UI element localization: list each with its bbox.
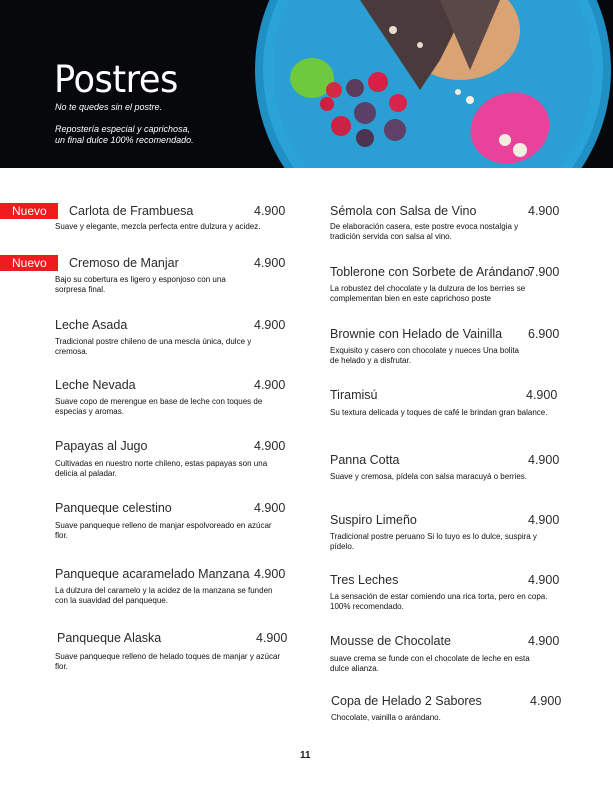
menu-item-description: Suave y elegante, mezcla perfecta entre dulzura y acidez. xyxy=(55,222,261,231)
menu-item-description: Suave copo de merengue en base de leche con toques de especias y aromas. xyxy=(55,397,263,416)
menu-item-description: Suave panqueque relleno de manjar espolvoreado en azúcar flor. xyxy=(55,521,272,540)
page-number: 11 xyxy=(300,750,311,761)
menu-item-price: 7.900 xyxy=(528,265,560,279)
menu-item-name: Tiramisú xyxy=(330,388,378,402)
menu-item-price: 4.900 xyxy=(254,439,286,453)
menu-item-name: Panqueque Alaska xyxy=(57,631,162,645)
header-description-2: un final dulce 100% recomendado. xyxy=(55,135,194,145)
menu-item-name: Suspiro Limeño xyxy=(330,513,417,527)
menu-item-name: Carlota de Frambuesa xyxy=(69,204,194,218)
menu-item-description: De elaboración casera, este postre evoca nostalgia y tradición servida con salsa al vino. xyxy=(330,222,519,241)
menu-item-description: Suave y cremosa, pídela con salsa maracuyá o berries. xyxy=(330,472,527,481)
header-description-1: Repostería especial y caprichosa, xyxy=(55,124,191,134)
menu-item-description: Bajo su cobertura es ligero y esponjoso con una sorpresa final. xyxy=(55,275,226,294)
menu-item-price: 4.900 xyxy=(528,453,560,467)
menu-item-name: Sémola con Salsa de Vino xyxy=(330,204,477,218)
menu-item-price: 4.900 xyxy=(254,501,286,515)
menu-item-description: Cultivadas en nuestro norte chileno, estas papayas son una delicia al paladar. xyxy=(55,459,268,478)
menu-item-name: Toblerone con Sorbete de Arándano xyxy=(330,265,531,279)
menu-item-name: Cremoso de Manjar xyxy=(69,256,179,270)
new-badge: Nuevo xyxy=(0,203,58,219)
menu-item-description: La sensación de estar comiendo una rica torta, pero en copa. 100% recomendado. xyxy=(330,592,548,611)
menu-item-description: Suave panqueque relleno de helado toques de manjar y azúcar flor. xyxy=(55,652,281,671)
menu-item-price: 4.900 xyxy=(256,631,288,645)
menu-item-description: Exquisito y casero con chocolate y nueces Una bolita de helado y a disfrutar. xyxy=(330,346,519,365)
menu-item-price: 4.900 xyxy=(530,694,562,708)
menu-item-price: 4.900 xyxy=(254,567,286,581)
menu-item-name: Tres Leches xyxy=(330,573,399,587)
menu-item-price: 4.900 xyxy=(254,318,286,332)
menu-item-name: Copa de Helado 2 Sabores xyxy=(331,694,482,708)
menu-item-price: 4.900 xyxy=(528,573,560,587)
menu-item-description: suave crema se funde con el chocolate de leche en esta dulce alianza. xyxy=(330,654,530,673)
menu-item-name: Leche Asada xyxy=(55,318,128,332)
menu-item-price: 4.900 xyxy=(254,204,286,218)
menu-item-name: Panqueque celestino xyxy=(55,501,172,515)
menu-item-description: Tradicional postre chileno de una mescla única, dulce y cremosa. xyxy=(55,337,252,356)
menu-item-description: Chocolate, vainilla o arándano. xyxy=(331,713,441,722)
menu-item-description: La dulzura del caramelo y la acidez de la manzana se funden con la suavidad del panqueque. xyxy=(55,586,273,605)
menu-item-description: Su textura delicada y toques de café le brindan gran balance. xyxy=(330,408,548,417)
menu-item-name: Brownie con Helado de Vainilla xyxy=(330,327,503,341)
menu-item-name: Papayas al Jugo xyxy=(55,439,148,453)
menu-item-name: Leche Nevada xyxy=(55,378,136,392)
new-badge: Nuevo xyxy=(0,255,58,271)
menu-item-price: 4.900 xyxy=(528,204,560,218)
menu-item-price: 6.900 xyxy=(528,327,560,341)
menu-item-name: Mousse de Chocolate xyxy=(330,634,451,648)
header-banner xyxy=(0,0,613,168)
menu-item-price: 4.900 xyxy=(254,256,286,270)
menu-item-description: La robustez del chocolate y la dulzura de los berries se complementan bien en este caprichoso poste xyxy=(330,284,526,303)
menu-item-price: 4.900 xyxy=(254,378,286,392)
page-title: Postres xyxy=(54,58,178,101)
menu-item-price: 4.900 xyxy=(528,634,560,648)
menu-item-name: Panqueque acaramelado Manzana xyxy=(55,567,250,581)
tagline: No te quedes sin el postre. xyxy=(55,102,163,112)
menu-item-price: 4.900 xyxy=(526,388,558,402)
menu-item-description: Tradicional postre peruano Si lo tuyo es lo dulce, suspira y pídelo. xyxy=(330,532,537,551)
menu-item-name: Panna Cotta xyxy=(330,453,400,467)
menu-item-price: 4.900 xyxy=(528,513,560,527)
